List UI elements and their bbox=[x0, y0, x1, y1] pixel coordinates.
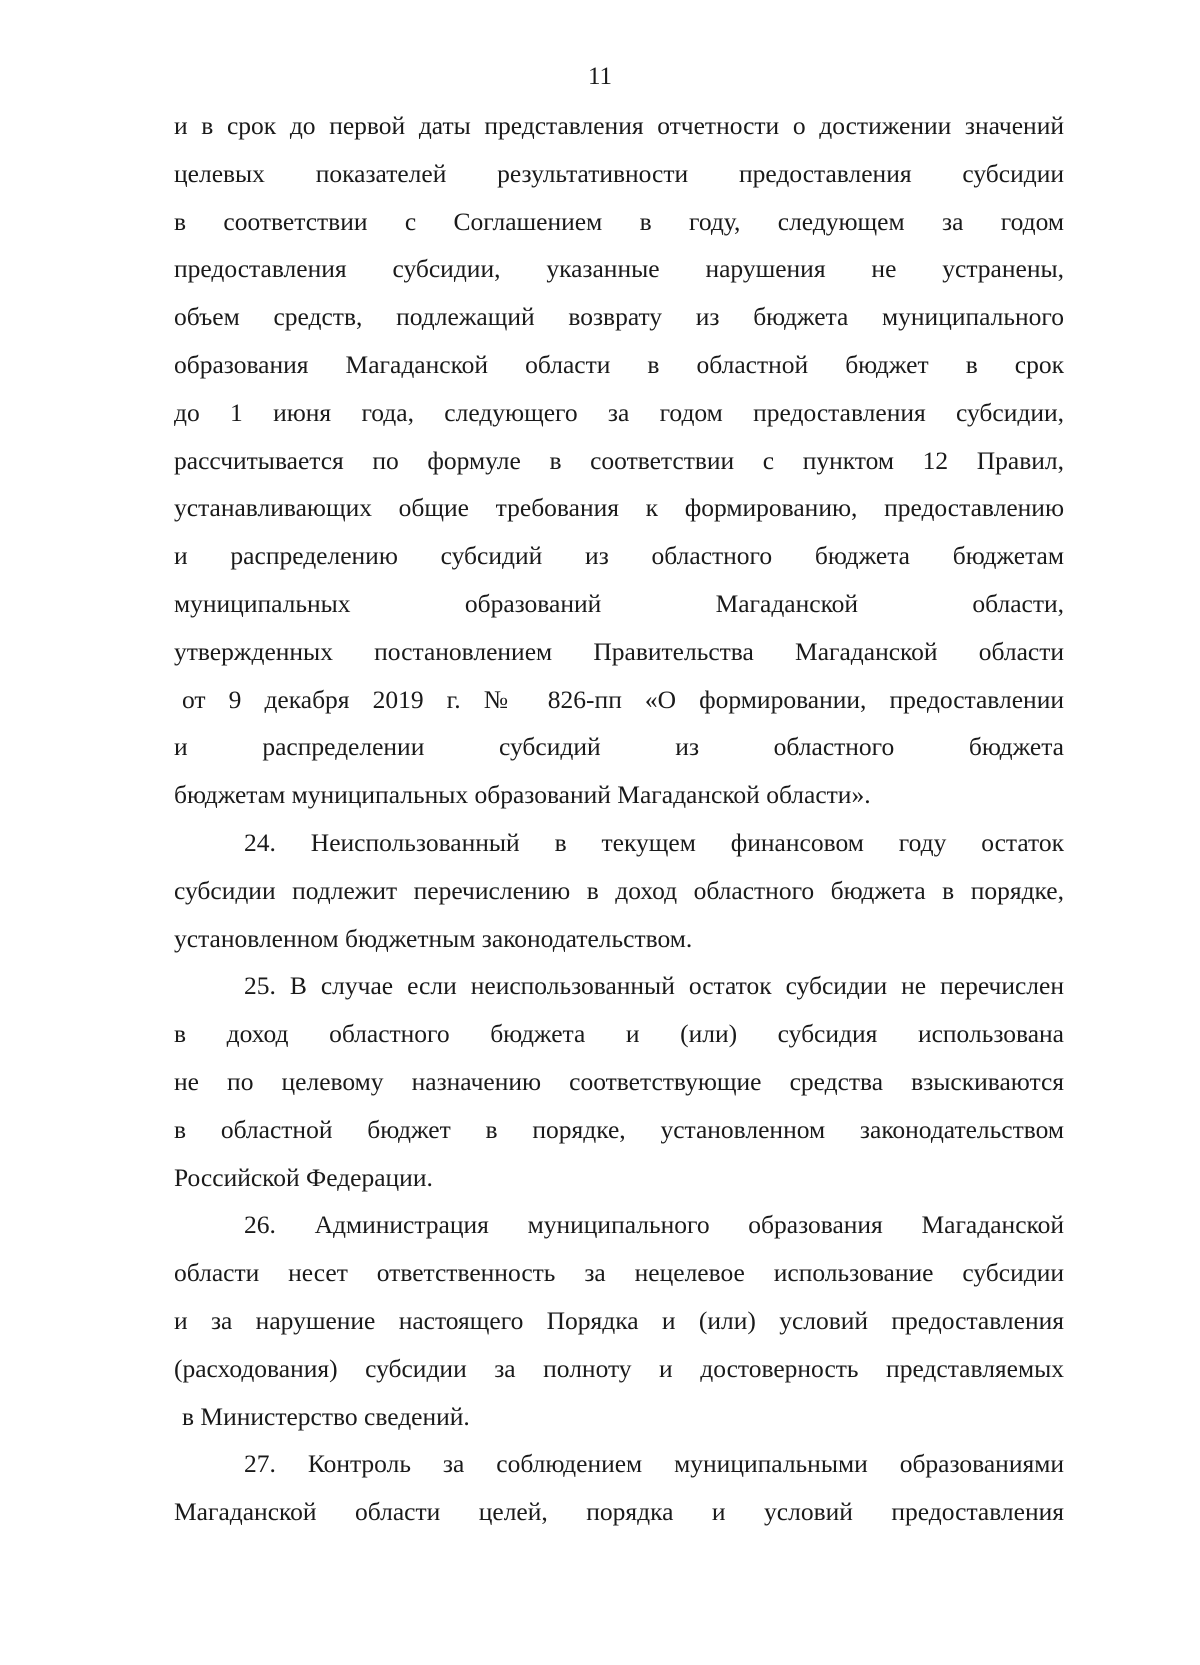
text-line: 26. Администрация муниципального образования Магаданской bbox=[244, 1210, 1064, 1240]
text-line: до 1 июня года, следующего за годом предоставления субсидии, bbox=[174, 397, 1064, 427]
text-line: не по целевому назначению соответствующие средства взыскиваются bbox=[174, 1066, 1064, 1096]
text-line: в доход областного бюджета и (или) субсидия использована bbox=[174, 1019, 1064, 1049]
document-body bbox=[174, 102, 1064, 1536]
text-line: устанавливающих общие требования к формированию, предоставлению bbox=[174, 493, 1064, 523]
text-line: утвержденных постановлением Правительства Магаданской области bbox=[174, 636, 1064, 666]
page-number: 11 bbox=[587, 63, 613, 90]
text-line: субсидии подлежит перечислению в доход областного бюджета в порядке, bbox=[174, 875, 1064, 905]
text-line: целевых показателей результативности предоставления субсидии bbox=[174, 158, 1064, 188]
text-line: 25. В случае если неиспользованный остаток субсидии не перечислен bbox=[244, 971, 1064, 1001]
text-line: Российской Федерации. bbox=[174, 1162, 433, 1192]
text-line: объем средств, подлежащий возврату из бюджета муниципального bbox=[174, 302, 1064, 332]
text-line: в Министерство сведений. bbox=[182, 1401, 470, 1431]
text-line: (расходования) субсидии за полноту и достоверность представляемых bbox=[174, 1353, 1064, 1383]
text-line: 27. Контроль за соблюдением муниципальными образованиями bbox=[244, 1449, 1064, 1479]
text-line: и в срок до первой даты представления отчетности о достижении значений bbox=[174, 111, 1064, 140]
text-line: муниципальных образований Магаданской области, bbox=[174, 588, 1064, 618]
text-line: от 9 декабря 2019 г. № 826-пп «О формировании, предоставлении bbox=[182, 684, 1064, 714]
text-line: и за нарушение настоящего Порядка и (или) условий предоставления bbox=[174, 1305, 1064, 1335]
text-line: и распределению субсидий из областного бюджета бюджетам bbox=[174, 541, 1064, 571]
text-line: предоставления субсидии, указанные нарушения не устранены, bbox=[174, 254, 1064, 284]
text-line: образования Магаданской области в областной бюджет в срок bbox=[174, 349, 1064, 379]
text-line: рассчитывается по формуле в соответствии с пунктом 12 Правил, bbox=[174, 445, 1064, 475]
text-line: Магаданской области целей, порядка и условий предоставления bbox=[174, 1497, 1064, 1527]
text-line: в соответствии с Соглашением в году, следующем за годом bbox=[174, 206, 1064, 236]
text-line: установленном бюджетным законодательством. bbox=[174, 923, 693, 953]
text-line: бюджетам муниципальных образований Магаданской области». bbox=[174, 780, 871, 810]
text-line: области несет ответственность за нецелевое использование субсидии bbox=[174, 1258, 1064, 1288]
text-line: 24. Неиспользованный в текущем финансовом году остаток bbox=[244, 827, 1064, 857]
text-line: и распределении субсидий из областного бюджета bbox=[174, 732, 1064, 762]
text-line: в областной бюджет в порядке, установленном законодательством bbox=[174, 1114, 1064, 1144]
